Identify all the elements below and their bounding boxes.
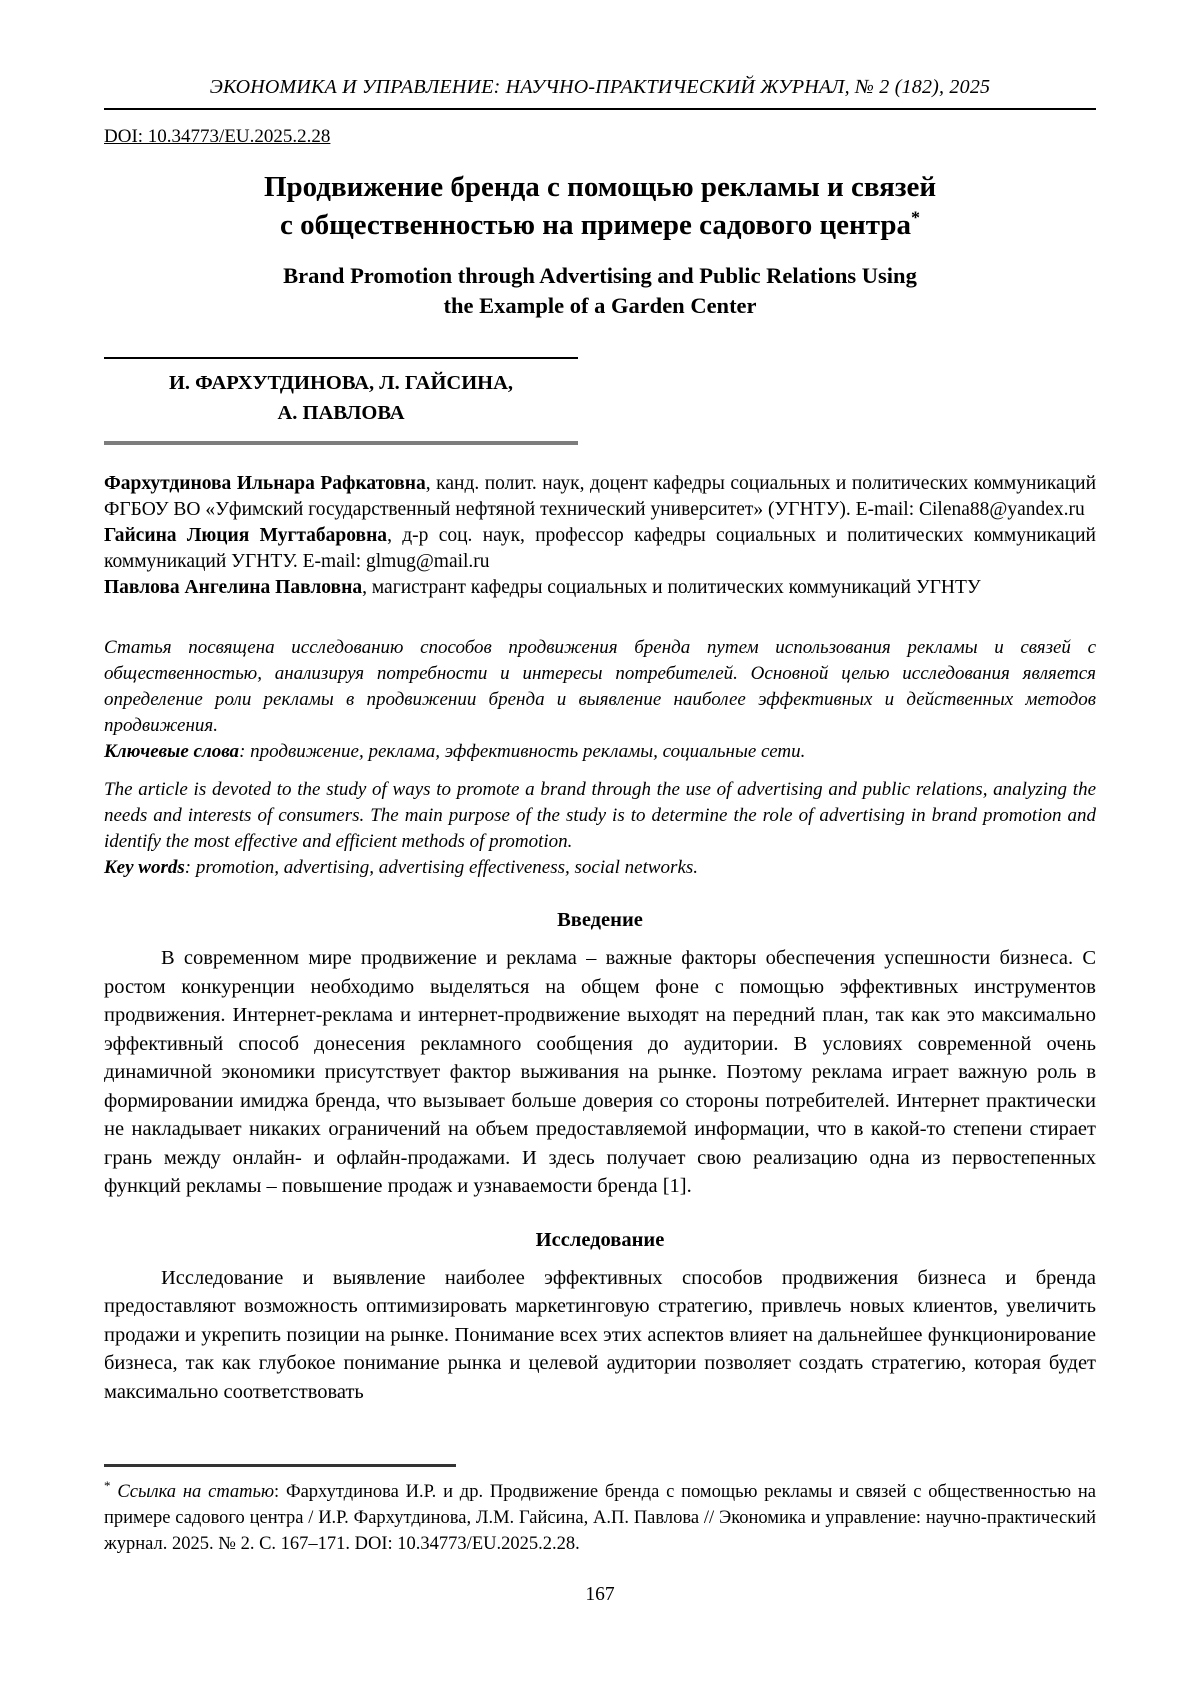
keywords-ru-label: Ключевые слова — [104, 741, 240, 763]
article-title-ru-line2: с общественностью на примере садового центра — [280, 209, 911, 242]
footnote-label: Ссылка на статью — [117, 1482, 274, 1503]
keywords-en-label: Key words — [104, 857, 185, 879]
title-footnote-marker: * — [911, 207, 920, 228]
keywords-ru-list: : продвижение, реклама, эффективность рекламы, социальные сети. — [239, 741, 806, 763]
article-title-en-line2: the Example of a Garden Center — [443, 292, 757, 318]
article-title-en — [104, 261, 1096, 322]
footnote-citation — [104, 1477, 1096, 1558]
affiliation-item — [104, 575, 1096, 601]
footnote-marker: * — [104, 1478, 111, 1494]
affiliation-item — [104, 523, 1096, 575]
keywords-ru — [104, 739, 1096, 765]
whitespace-spacer — [104, 1406, 1096, 1464]
abstract-ru-text: Статья посвящена исследованию способов продвижения бренда путем использования рекламы и связей с общественностью, анализируя потребности и интересы потребителей. Основной целью исследования является определение роли рекламы в продвижении бренда и выявление наиболее эффективных и действенных методов продвижения. — [104, 637, 1096, 737]
abstract-en-block — [104, 777, 1096, 881]
author-full-name: Фархутдинова Ильнара Рафкатовна — [104, 472, 426, 494]
header-divider — [104, 108, 1096, 110]
author-full-name: Павлова Ангелина Павловна — [104, 577, 363, 599]
footnote-text: : Фархутдинова И.Р. и др. Продвижение бренда с помощью рекламы и связей с общественностью на примере садового центра / И.Р. Фархутдинова, Л.М. Гайсина, А.П. Павлова // Экономика и управление: научно-практический журнал. 2025. № 2. С. 167–171. DOI: 10.34773/EU.2025.2.28. — [104, 1482, 1097, 1555]
article-title-en-line1: Brand Promotion through Advertising and Public Relations Using — [283, 262, 917, 288]
doi-link[interactable]: DOI: 10.34773/EU.2025.2.28 — [104, 126, 331, 147]
journal-running-head: ЭКОНОМИКА И УПРАВЛЕНИЕ: НАУЧНО-ПРАКТИЧЕСКИЙ ЖУРНАЛ, № 2 (182), 2025 — [209, 76, 991, 98]
affiliations-block — [104, 471, 1096, 602]
affiliation-details: , магистрант кафедры социальных и политических коммуникаций УГНТУ — [362, 577, 981, 599]
affiliation-item — [104, 471, 1096, 523]
authors-block — [104, 357, 578, 444]
abstract-en-text: The article is devoted to the study of ways to promote a brand through the use of advertising and public relations, analyzing the needs and interests of consumers. The main purpose of the study is to determine the role of advertising in brand promotion and identify the most effective and efficient methods of promotion. — [104, 779, 1096, 853]
article-title-ru — [104, 168, 1096, 245]
abstract-ru-block — [104, 635, 1096, 765]
section-heading-introduction: Введение — [557, 909, 643, 932]
page-number: 167 — [585, 1584, 615, 1605]
author-full-name: Гайсина Люция Мугтабаровна — [104, 524, 388, 546]
keywords-en — [104, 855, 1096, 881]
keywords-en-list: : promotion, advertising, advertising effectiveness, social networks. — [184, 857, 699, 879]
affiliation-details: , канд. полит. наук, доцент кафедры социальных и политических коммуникаций ФГБОУ ВО «Уфимский государственный нефтяной технический университет» (УГНТУ). E-mail: Cilena88@yandex.ru — [104, 472, 1097, 520]
section-heading-research: Исследование — [535, 1228, 665, 1251]
paragraph-research: Исследование и выявление наиболее эффективных способов продвижения бизнеса и бренда предоставляют возможность оптимизировать маркетинговую стратегию, привлечь новых клиентов, увеличить продажи и укрепить позиции на рынке. Понимание всех этих аспектов влияет на дальнейшее функционирование бизнеса, так как глубокое понимание рынка и целевой аудитории позволяет создать стратегию, которая будет максимально соответствовать — [104, 1266, 1096, 1403]
footnote-divider — [104, 1464, 456, 1467]
author-names-line1: И. ФАРХУТДИНОВА, Л. ГАЙСИНА, — [168, 372, 514, 395]
article-title-ru-line1: Продвижение бренда с помощью рекламы и связей — [263, 171, 937, 203]
author-names-line2: А. ПАВЛОВА — [277, 402, 405, 424]
paragraph-introduction: В современном мире продвижение и реклама – важные факторы обеспечения успешности бизнеса. С ростом конкуренции необходимо выделяться на общем фоне с помощью эффективных инструментов продвижения. Интернет-реклама и интернет-продвижение выходят на передний план, так как это максимально эффективный способ донесения рекламного сообщения до аудитории. В условиях современной очень динамичной экономики присутствует фактор выживания на рынке. Поэтому реклама играет важную роль в формировании имиджа бренда, что вызывает больше доверия со стороны потребителей. Интернет практически не накладывает никаких ограничений на объем предоставляемой информации, что в какой-то степени стирает грань между онлайн- и офлайн-продажами. И здесь получает свою реализацию одна из первостепенных функций рекламы – повышение продаж и узнаваемости бренда [1]. — [104, 947, 1096, 1198]
affiliation-details: , д-р соц. наук, профессор кафедры социальных и политических коммуникаций коммуникаций УГНТУ. E-mail: glmug@mail.ru — [104, 524, 1096, 573]
